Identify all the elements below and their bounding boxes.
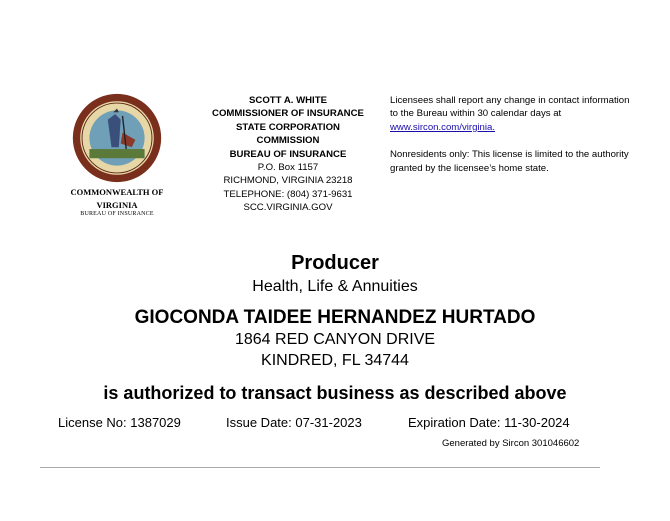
- sircon-link[interactable]: www.sircon.com/virginia.: [390, 121, 496, 133]
- city-line: RICHMOND, VIRGINIA 23218: [223, 175, 353, 187]
- commissioner-block: [208, 94, 368, 215]
- address-line-2: KINDRED, FL 34744: [261, 352, 409, 369]
- bureau-name: BUREAU OF INSURANCE: [229, 148, 347, 160]
- commissioner-role: COMMISSIONER OF INSURANCE: [212, 108, 364, 120]
- issue-date: Issue Date: 07-31-2023: [226, 415, 362, 430]
- report-text: Licensees shall report any change in contact information to the Bureau within 30 calendar days at: [390, 95, 630, 120]
- expiration-date: Expiration Date: 11-30-2024: [408, 415, 570, 430]
- report-notice: [390, 94, 640, 134]
- po-box: P.O. Box 1157: [257, 162, 319, 174]
- notes-block: [390, 94, 640, 175]
- holder-name: GIOCONDA TAIDEE HERNANDEZ HURTADO: [134, 307, 536, 328]
- seal-block: [56, 92, 178, 218]
- commission-org-2: COMMISSION: [256, 135, 320, 147]
- phone-line: TELEPHONE: (804) 371-9631: [223, 188, 353, 200]
- license-number: License No: 1387029: [58, 415, 181, 430]
- lines-of-authority: Health, Life & Annuities: [252, 278, 418, 295]
- divider: [40, 467, 600, 468]
- authorization-statement: is authorized to transact business as described above: [103, 383, 567, 403]
- seal-title-2: VIRGINIA: [96, 200, 138, 210]
- generated-by: Generated by Sircon 301046602: [442, 438, 580, 449]
- nonresident-notice: Nonresidents only: This license is limited to the authority granted by the licensee’s home state.: [390, 149, 629, 174]
- seal-title: COMMONWEALTH OF: [70, 187, 164, 197]
- commission-org-1: STATE CORPORATION: [236, 121, 340, 133]
- virginia-seal-icon: [71, 92, 163, 184]
- seal-subtitle: BUREAU OF INSURANCE: [80, 211, 154, 217]
- website-line: SCC.VIRGINIA.GOV: [243, 202, 333, 214]
- address-line-1: 1864 RED CANYON DRIVE: [234, 331, 436, 348]
- license-type: Producer: [291, 252, 379, 274]
- commissioner-name: SCOTT A. WHITE: [249, 95, 327, 106]
